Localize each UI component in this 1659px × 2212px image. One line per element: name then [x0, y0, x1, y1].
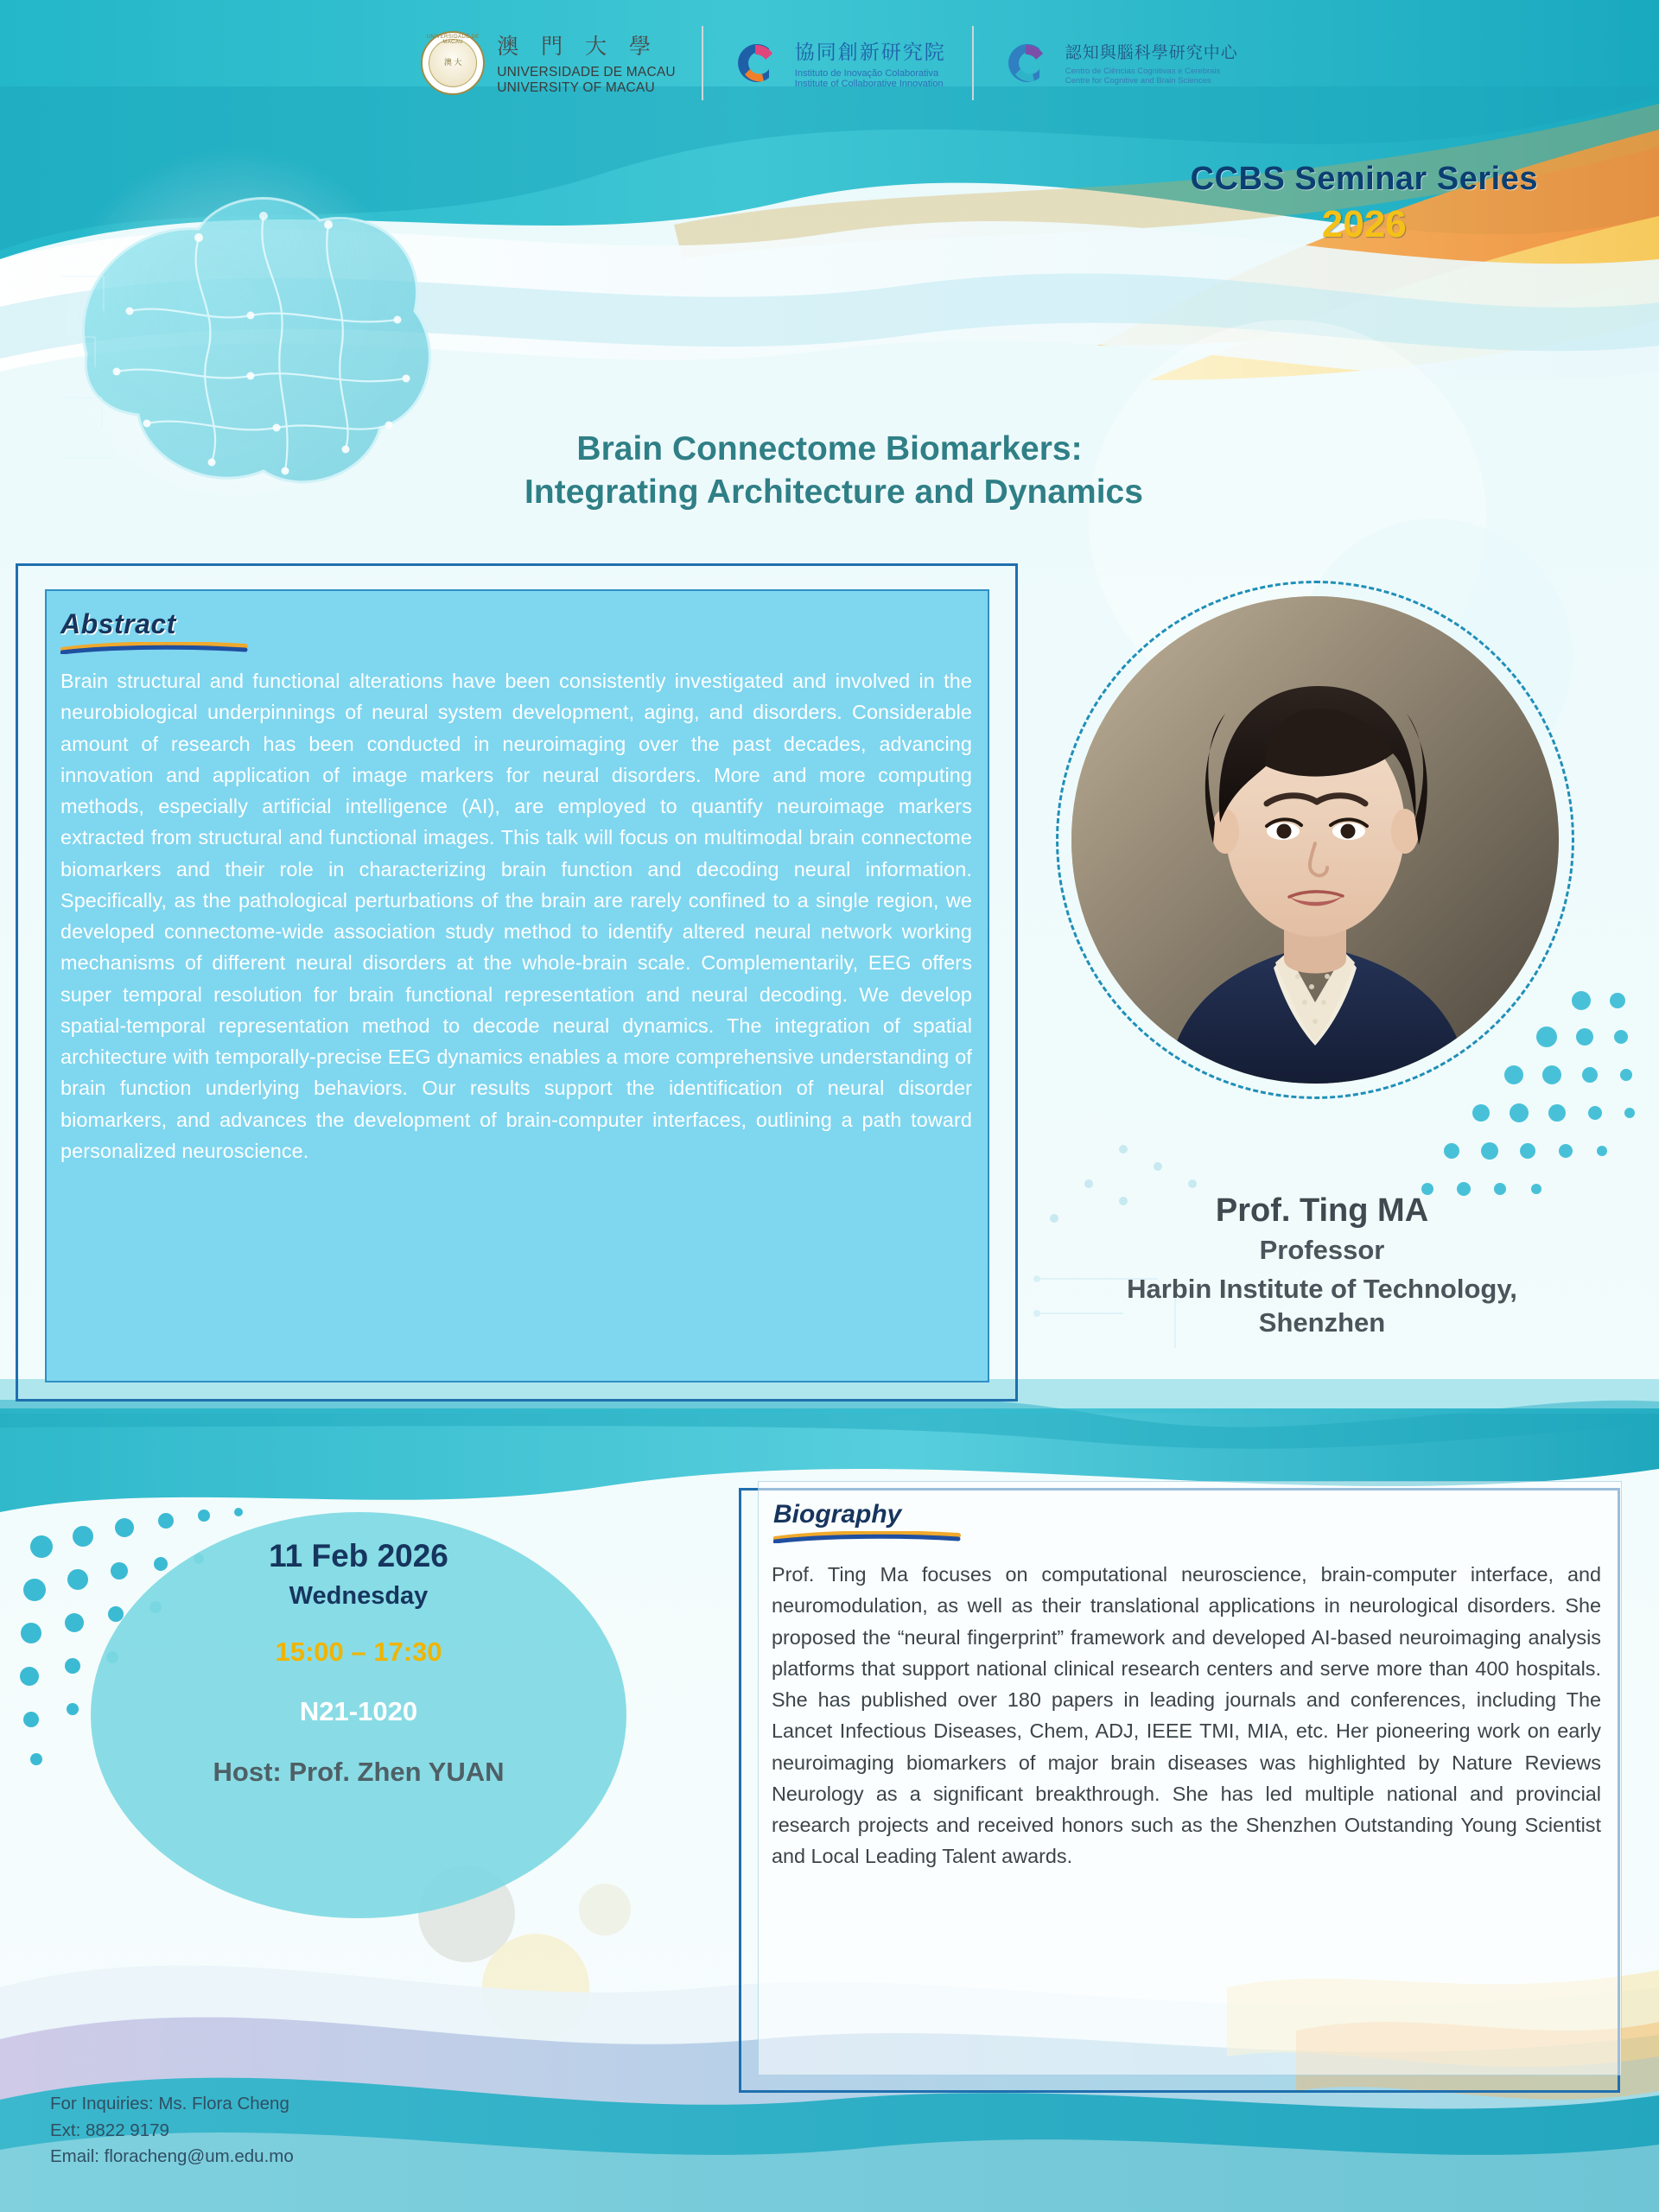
- ccbs-logo: [974, 36, 1264, 90]
- contact-line-ext: Ext: 8822 9179: [50, 2120, 169, 2140]
- ici-logo: [703, 36, 972, 90]
- speaker-affiliation-line2: Shenzhen: [1258, 1306, 1386, 1338]
- abstract-label-text: Abstract: [60, 608, 176, 639]
- ccbs-logo-cn: 認知與腦科學研究中心: [1065, 43, 1238, 62]
- um-logo-pt: UNIVERSIDADE DE MACAU: [497, 65, 676, 79]
- abstract-panel: [16, 563, 1018, 1402]
- um-seal-icon: [421, 31, 485, 95]
- biography-label-text: Biography: [773, 1500, 902, 1529]
- header-logos: [0, 0, 1659, 125]
- speaker-name: Prof. Ting MA: [1215, 1192, 1429, 1229]
- um-logo-en: UNIVERSITY OF MACAU: [497, 80, 655, 95]
- contact-info: [50, 2091, 294, 2171]
- series-year: 2026: [1321, 203, 1407, 245]
- contact-line-email: Email: floracheng@um.edu.mo: [50, 2146, 294, 2167]
- ici-c-icon: [729, 36, 783, 90]
- event-day: Wednesday: [289, 1582, 429, 1610]
- speaker-photo: [1071, 596, 1559, 1084]
- um-logo-text: [497, 29, 676, 96]
- event-host: Host: Prof. Zhen YUAN: [213, 1757, 505, 1787]
- event-venue: N21-1020: [299, 1696, 418, 1726]
- um-seal-inner-text: 澳 大: [429, 39, 477, 87]
- ccbs-logo-pt: Centro de Ciências Cognitivas e Cerebrais: [1065, 67, 1221, 76]
- speaker-info: [1002, 1192, 1642, 1340]
- speaker-affiliation-line1: Harbin Institute of Technology,: [1127, 1274, 1517, 1304]
- ici-logo-en: Institute of Collaborative Innovation: [794, 79, 944, 89]
- ici-logo-pt: Instituto de Inovação Colaborativa: [794, 68, 939, 79]
- ccbs-logo-en: Centre for Cognitive and Brain Sciences: [1065, 76, 1211, 86]
- series-name: CCBS Seminar Series: [1190, 161, 1538, 197]
- avatar: [1056, 581, 1574, 1099]
- biography-text: Prof. Ting Ma focuses on computational neuroscience, brain-computer interface, and neuromodulation, as well as their translational applications in neurological disorders. She proposed the “neural fingerprint” framework and developed AI-based neuroimaging analysis platforms that support national clinical research centers and serve more than 400 hospitals. She has published over 180 papers in leading journals and conferences, including The Lancet Infectious Diseases, Chem, ADJ, IEEE TMI, MIA, etc. Her pioneering work on early neuroimaging biomarkers of major brain diseases was highlighted by Nature Reviews Neurology as a significant breakthrough. She has led multiple national and provincial research projects and received honors such as the Shenzhen Outstanding Young Scientist and Local Leading Talent awards.: [772, 1563, 1601, 1868]
- ccbs-logo-text: [1065, 40, 1238, 86]
- ici-logo-cn: 協同創新研究院: [794, 41, 946, 64]
- biography-panel: [739, 1488, 1620, 2093]
- seminar-series-title: [1191, 161, 1538, 246]
- contact-line-inquiries: For Inquiries: Ms. Flora Cheng: [50, 2093, 289, 2113]
- um-logo: [395, 29, 702, 96]
- um-logo-cn: 澳 門 大 學: [497, 34, 659, 59]
- event-date: 11 Feb 2026: [269, 1538, 448, 1573]
- abstract-underline-decoration: [60, 642, 249, 654]
- talk-title-line1: Brain Connectome Biomarkers:: [576, 430, 1083, 467]
- biography-heading: [773, 1500, 962, 1543]
- um-seal-ring-text: UNIVERSIDADE DE MACAU: [426, 34, 480, 45]
- biography-underline-decoration: [773, 1531, 962, 1543]
- event-details: [91, 1538, 626, 1788]
- abstract-heading: [60, 608, 249, 654]
- event-time: 15:00 – 17:30: [275, 1637, 442, 1667]
- ici-logo-text: [795, 36, 946, 89]
- page-title: [0, 428, 1659, 514]
- talk-title-line2: Integrating Architecture and Dynamics: [524, 473, 1143, 511]
- abstract-text: Brain structural and functional alterations have been consistently investigated and involved in the neurobiological underpinnings of neural system development, aging, and disorders. Considerable amount of research has been conducted in neuroimaging over the past decades, advancing innovation and application of image markers for neural disorders. More and more computing methods, especially artificial intelligence (AI), are employed to quantify neuroimage markers extracted from structural and functional images. This talk will focus on multimodal brain connectome biomarkers and their role in characterizing brain function and decoding neural information. Specifically, as the pathological perturbations of the brain are rarely confined to a single region, we developed connectome-wide association study method to identify altered neural network working mechanisms of different neural disorders at the whole-brain scale. Complementarily, EEG offers super temporal resolution for brain functional representation and neural decoding. We develop spatial-temporal representation method to decode neural dynamics. The integration of spatial architecture with temporally-precise EEG dynamics enables a more comprehensive understanding of brain function underlying behaviors. Our results support the identification of neural disorder biomarkers, and advances the development of brain-computer interfaces, outlining a path toward personalized neuroscience.: [60, 670, 972, 1162]
- speaker-role: Professor: [1259, 1235, 1385, 1265]
- ccbs-c-icon: [1000, 36, 1053, 90]
